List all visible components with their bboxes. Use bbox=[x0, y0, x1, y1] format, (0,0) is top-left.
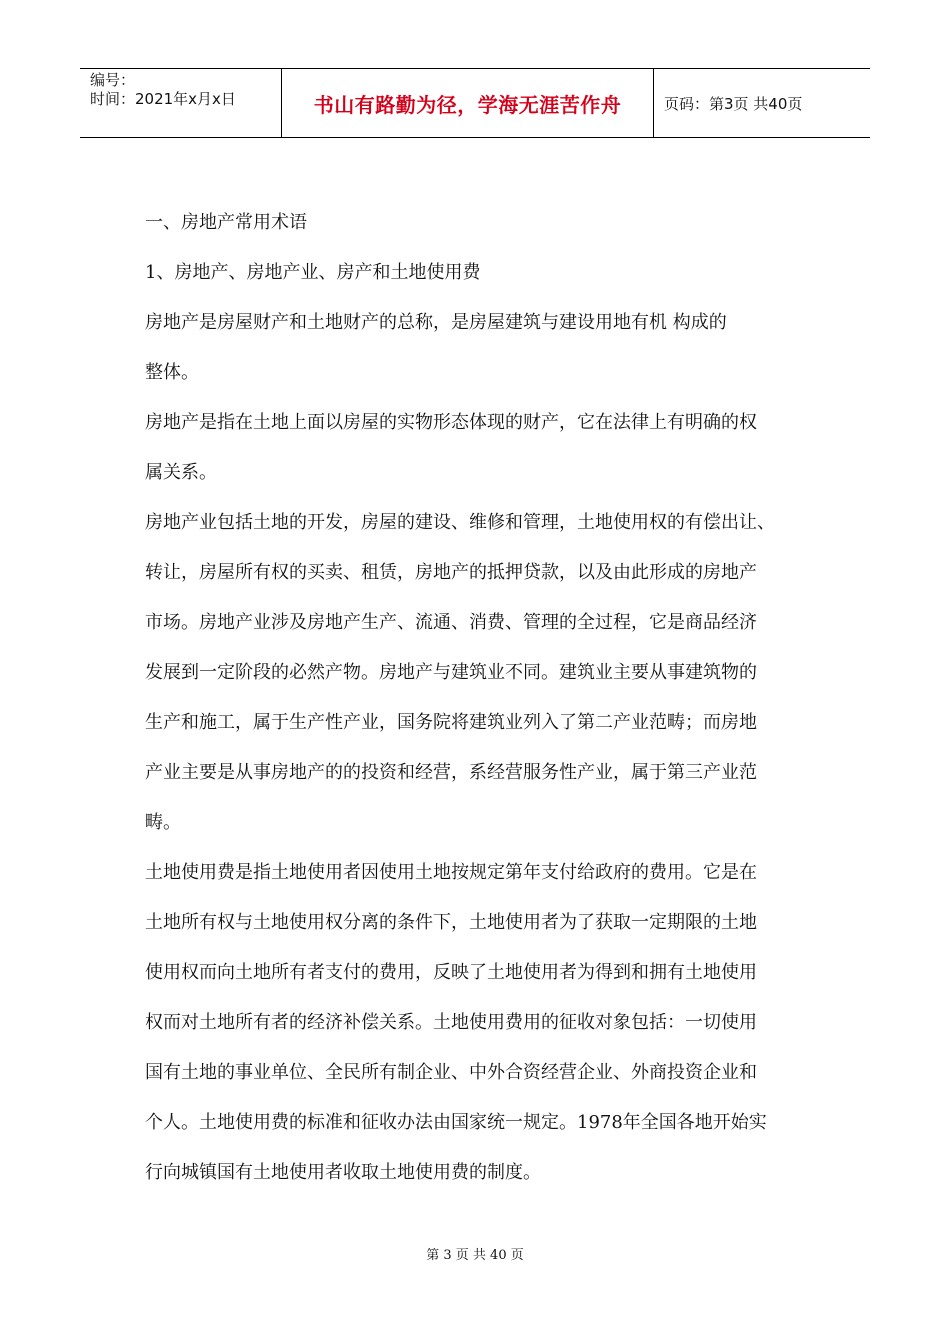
paragraph-line: 畴。 bbox=[145, 812, 181, 833]
paragraph bbox=[145, 498, 815, 848]
paragraph-line: 转让，房屋所有权的买卖、租赁，房地产的抵押贷款，以及由此形成的房地产 bbox=[145, 562, 757, 583]
paragraph-line: 整体。 bbox=[145, 362, 199, 383]
document-header bbox=[80, 68, 870, 138]
paragraph-line: 属关系。 bbox=[145, 462, 217, 483]
date-label: 时间：2021年x月x日 bbox=[90, 90, 236, 108]
page-info: 页码：第3页 共40页 bbox=[664, 94, 803, 113]
paragraph bbox=[145, 848, 815, 1198]
header-page-cell bbox=[654, 69, 870, 137]
paragraph-line: 使用权而向土地所有者支付的费用，反映了土地使用者为得到和拥有土地使用 bbox=[145, 962, 757, 983]
paragraph-line: 土地使用费是指土地使用者因使用土地按规定第年支付给政府的费用。它是在 bbox=[145, 862, 757, 883]
subsection-title: 1、房地产、房地产业、房产和土地使用费 bbox=[145, 262, 481, 283]
paragraph-line: 房地产是房屋财产和土地财产的总称，是房屋建筑与建设用地有机 构成的 bbox=[145, 312, 727, 333]
serial-number-label: 编号： bbox=[90, 71, 136, 89]
paragraph-line: 行向城镇国有土地使用者收取土地使用费的制度。 bbox=[145, 1162, 541, 1183]
page-footer: 第 3 页 共 40 页 bbox=[426, 1248, 524, 1263]
paragraph-line: 生产和施工，属于生产性产业，国务院将建筑业列入了第二产业范畴；而房地 bbox=[145, 712, 757, 733]
header-meta-cell bbox=[80, 69, 282, 137]
paragraph-line: 发展到一定阶段的必然产物。房地产与建筑业不同。建筑业主要从事建筑物的 bbox=[145, 662, 757, 683]
paragraph-list bbox=[145, 298, 815, 1198]
paragraph bbox=[145, 398, 815, 498]
paragraph-line: 土地所有权与土地使用权分离的条件下，土地使用者为了获取一定期限的土地 bbox=[145, 912, 757, 933]
paragraph-line: 房地产业包括土地的开发，房屋的建设、维修和管理，土地使用权的有偿出让、 bbox=[145, 512, 775, 533]
header-motto-cell bbox=[282, 69, 654, 137]
paragraph-line: 产业主要是从事房地产的的投资和经营，系经营服务性产业，属于第三产业范 bbox=[145, 762, 757, 783]
paragraph-line: 国有土地的事业单位、全民所有制企业、中外合资经营企业、外商投资企业和 bbox=[145, 1062, 757, 1083]
paragraph-line: 房地产是指在土地上面以房屋的实物形态体现的财产，它在法律上有明确的权 bbox=[145, 412, 757, 433]
paragraph-line: 个人。土地使用费的标准和征收办法由国家统一规定。1978年全国各地开始实 bbox=[145, 1112, 767, 1133]
paragraph bbox=[145, 298, 815, 398]
paragraph-line: 市场。房地产业涉及房地产生产、流通、消费、管理的全过程，它是商品经济 bbox=[145, 612, 757, 633]
document-body bbox=[145, 198, 815, 1198]
section-title: 一、房地产常用术语 bbox=[145, 212, 307, 233]
motto-text: 书山有路勤为径，学海无涯苦作舟 bbox=[313, 92, 622, 117]
paragraph-line: 权而对土地所有者的经济补偿关系。土地使用费用的征收对象包括：一切使用 bbox=[145, 1012, 757, 1033]
